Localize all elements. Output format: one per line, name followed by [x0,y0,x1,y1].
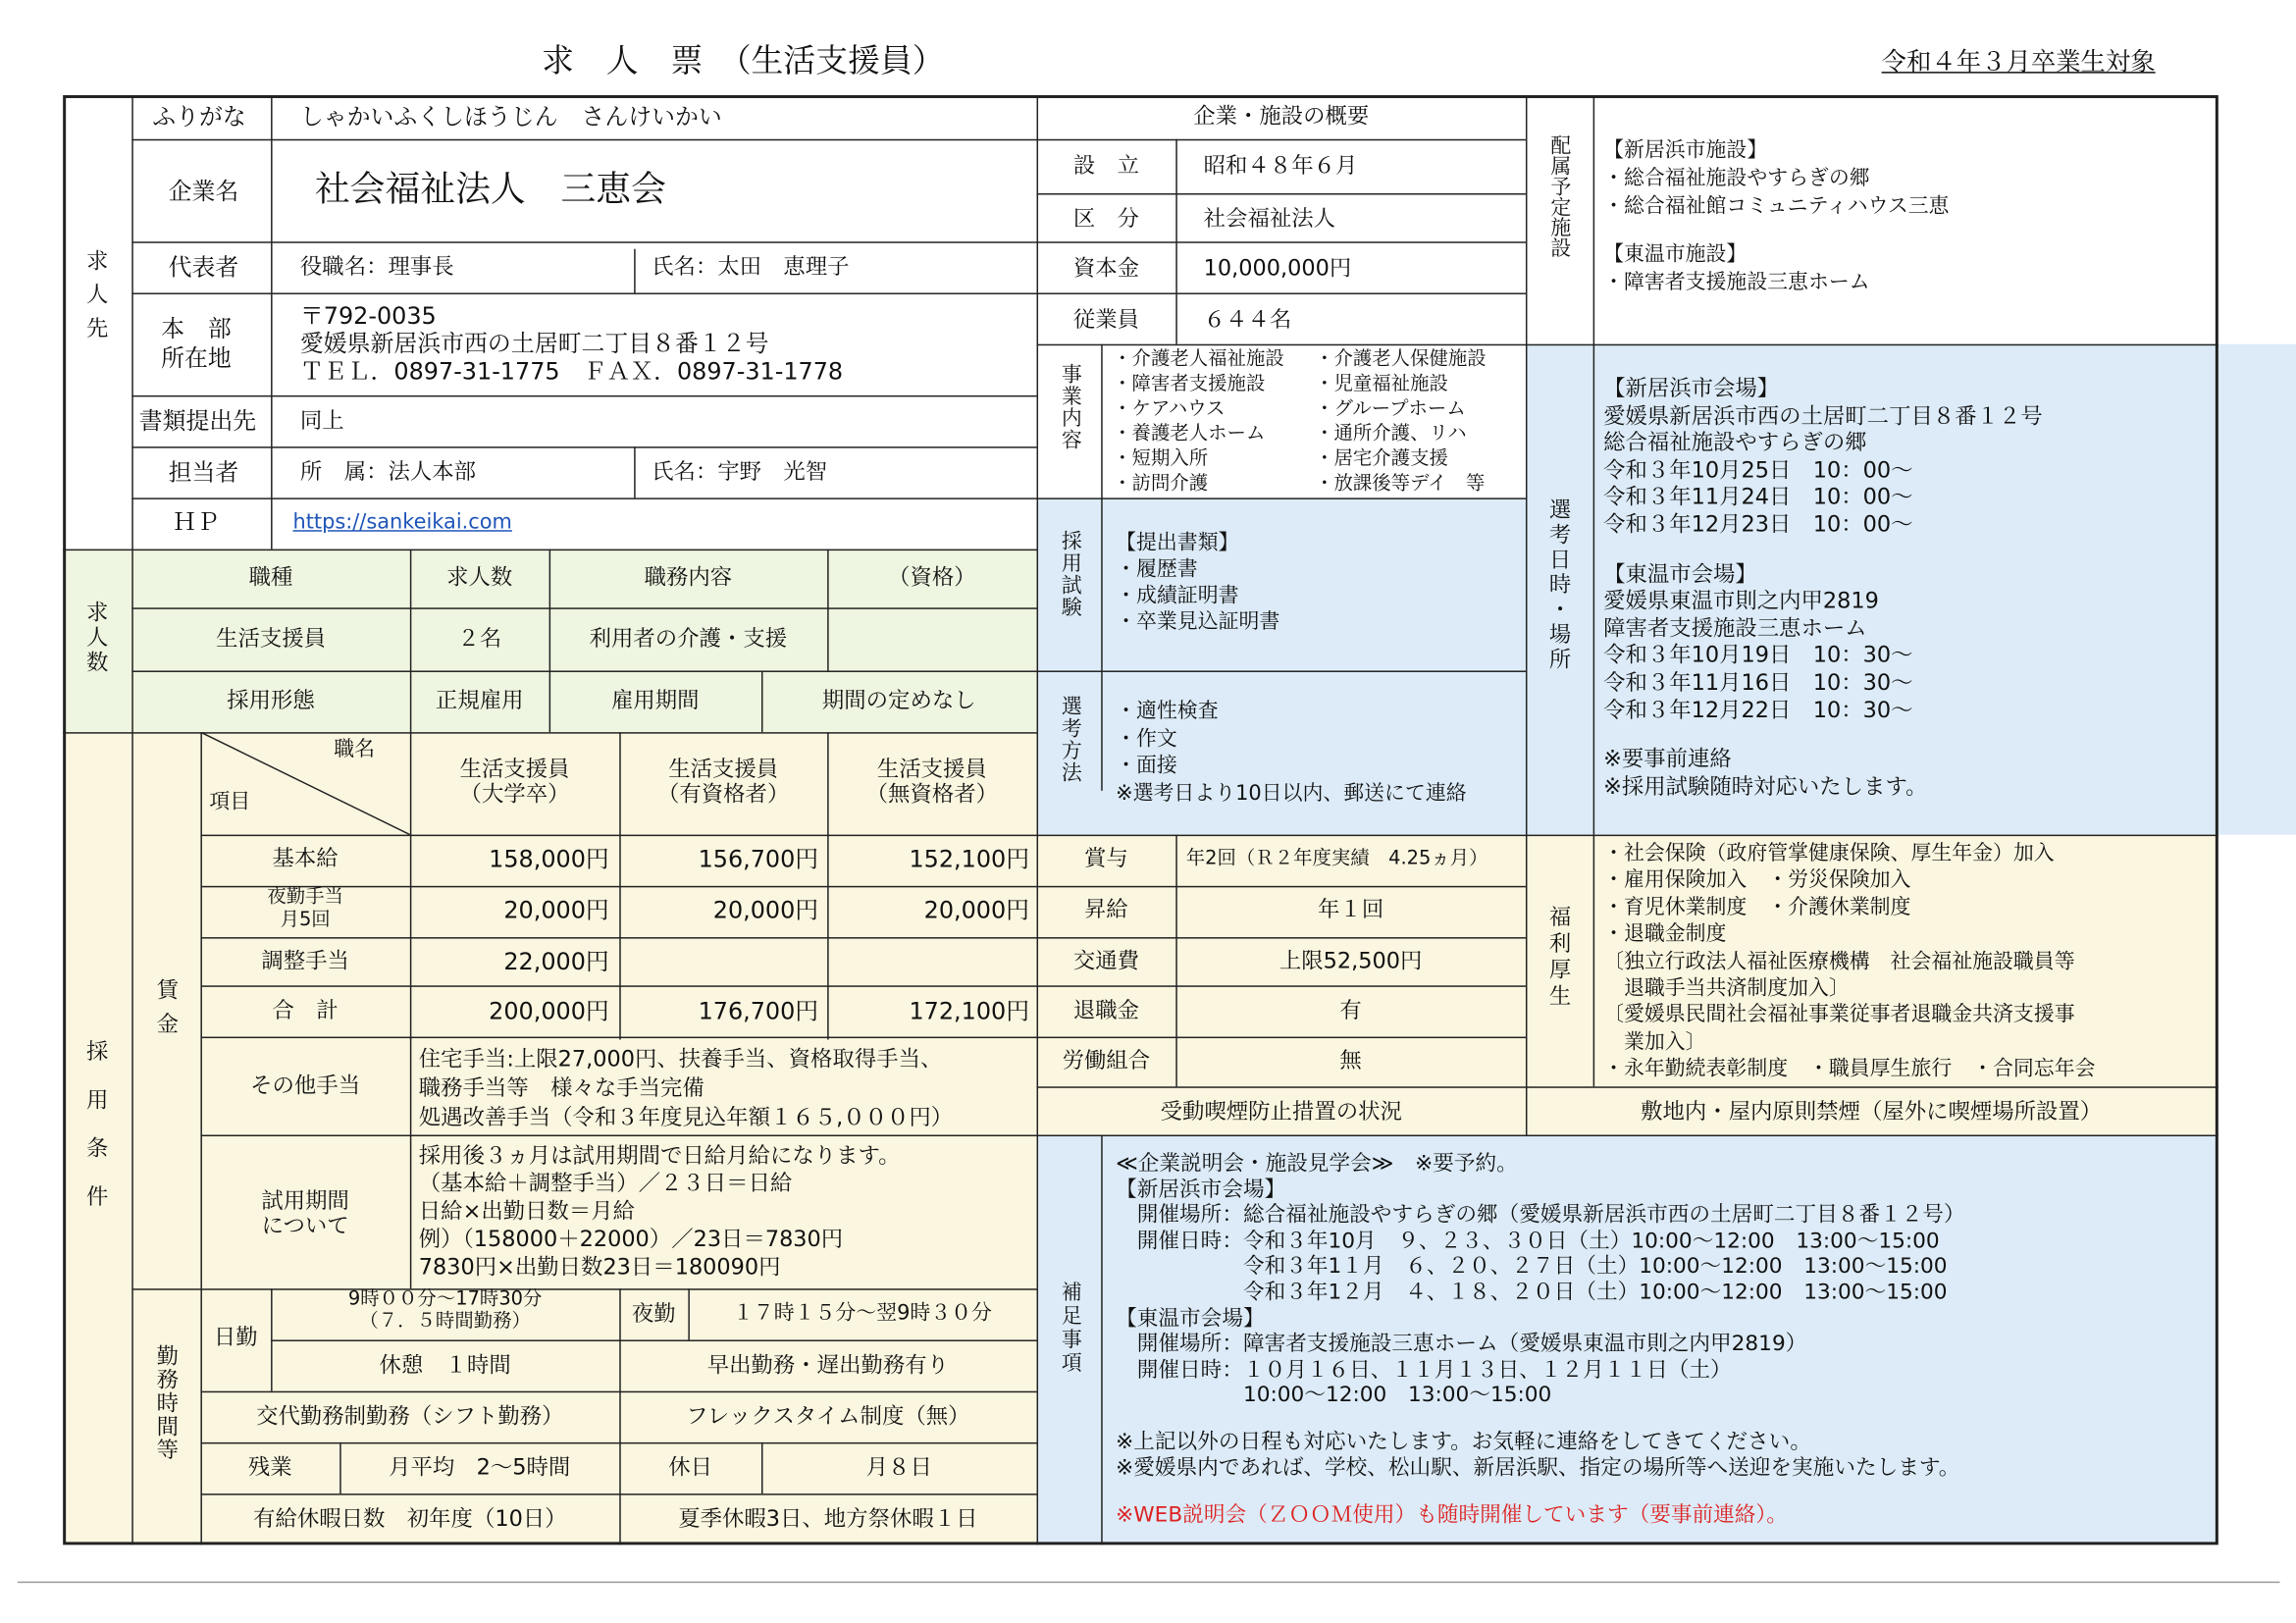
assignment-label: 配属予定施設 [1547,134,1572,258]
wage-row-label: 調整手当 [261,947,349,974]
schedule-line: 障害者支援施設三恵ホーム [1603,614,1867,642]
night-shift-time: １７時１５分～翌9時３０分 [732,1301,992,1326]
welfare-line: ・育児休業制度 ・介護休業制度 [1603,896,1911,919]
hq-postal: 〒792-0035 [299,301,437,330]
hq-tel-fax: ＴＥＬ．0897-31-1775 ＦＡＸ．0897-31-1778 [299,357,844,386]
company-name-label: 企業名 [168,177,239,205]
transport-value: 上限52,500円 [1278,947,1423,974]
schedule-line: 令和３年10月25日 10：00～ [1603,456,1913,484]
retirement-value: 有 [1339,997,1362,1024]
schedule-line [1603,539,2043,560]
supplement-line: 開催場所：障害者支援施設三恵ホーム（愛媛県東温市則之内甲2819） [1116,1333,1807,1357]
target-graduates: 令和４年３月卒業生対象 [1881,48,2156,79]
trial-line: 採用後３ヵ月は試用期間で日給月給になります。 [418,1141,901,1169]
contact-dept: 所 属：法人本部 [299,458,477,485]
wage-row-label: 夜勤手当 月5回 [267,885,343,932]
capital-label: 資本金 [1072,254,1140,282]
business-item: ・居宅介護支援 [1315,447,1448,471]
recruit-test-list [1116,530,1279,635]
union-value: 無 [1339,1046,1362,1073]
schedule-line: 令和３年11月24日 10：00～ [1603,484,1913,510]
schedule-line: 【新居浜市会場】 [1603,375,1780,401]
schedule-line: 令和３年11月16日 10：30～ [1603,668,1913,696]
hp-label: ＨＰ [173,507,220,537]
shift-system: 交代勤務制勤務（シフト勤務） [256,1402,564,1430]
raise-value: 年１回 [1318,896,1384,923]
col-qual: （資格） [888,563,976,591]
wage-cell: 158,000円 [489,845,609,873]
business-item: ・養護老人ホーム [1113,423,1266,445]
contact-label: 担当者 [168,458,239,487]
paid-leave: 有給休暇日数 初年度（10日） [253,1505,567,1532]
form-label: 採用形態 [227,686,315,713]
established-value: 昭和４８年６月 [1203,152,1358,180]
business-item: ・児童福祉施設 [1315,373,1448,395]
docs-value: 同上 [299,406,344,434]
business-item: ・通所介護、リハ [1315,423,1467,445]
method-line: ・面接 [1116,754,1177,778]
hq-label-1: 本 部 [161,314,232,343]
schedule-line: ※要事前連絡 [1603,745,1732,772]
docs-label: 書類提出先 [138,406,257,436]
wage-cell: 20,000円 [712,896,819,924]
selection-method-list [1116,699,1466,807]
transport-label: 交通費 [1072,947,1140,974]
supplement-line: ※愛媛県内であれば、学校、松山駅、新居浜駅、指定の場所等へ送迎を実施いたします。 [1116,1456,1960,1481]
trial-line: 例）（158000＋22000）／23日＝7830円 [418,1226,844,1252]
assignment-line: 【新居浜市施設】 [1603,138,1768,163]
recruit-line: ・成績証明書 [1116,584,1239,608]
method-line: ・作文 [1116,726,1177,751]
assignment-line: ・総合福祉館コミュニティハウス三恵 [1603,194,1950,219]
wage-cell: 20,000円 [923,896,1030,924]
recruit-test-label: 採用試験 [1058,530,1082,618]
assignment-line [1603,221,1949,241]
recruit-line: 【提出書類】 [1116,531,1239,555]
category-value: 社会福祉法人 [1203,204,1336,232]
category-label: 区 分 [1072,204,1140,232]
wage-cell: 156,700円 [698,845,819,873]
diag-job-label: 職名 [334,738,376,761]
welfare-line: 〔愛媛県民間社会福祉事業従事者退職金共済支援事 [1603,1003,2075,1027]
recruit-line: ・履歴書 [1116,557,1198,582]
schedule-line: 令和３年12月23日 10：00～ [1603,510,1913,538]
supplement-line: 【東温市会場】 [1116,1306,1265,1331]
smoking-label: 受動喫煙防止措置の状況 [1160,1098,1402,1126]
business-item: ・放課後等デイ 等 [1315,473,1486,496]
business-list-left [1113,347,1284,497]
other-allowance-list [419,1044,953,1132]
trial-line: 7830円×出勤日数23日＝180090円 [418,1253,781,1281]
hq-address: 愛媛県新居浜市西の土居町二丁目８番１２号 [299,329,769,358]
schedule-line [1603,723,2043,745]
raise-label: 昇給 [1084,896,1128,923]
col-job: 職種 [248,563,293,591]
period-label: 雇用期間 [611,686,700,713]
welfare-line: 業加入〕 [1603,1030,1706,1055]
wage-cell: 22,000円 [503,947,609,975]
wage-cell: 20,000円 [503,896,609,924]
period-value: 期間の定めなし [821,686,976,713]
col-duty: 職務内容 [644,563,733,591]
employees-value: ６４４名 [1203,305,1292,333]
schedule-line: 愛媛県東温市則之内甲2819 [1603,587,1879,614]
supplement-line: 令和３年1１月 ６、２０、２７日（土）10:00～12:00 13:00～15:00 [1116,1255,1948,1280]
selection-schedule-label: 選考日時・場所 [1545,497,1573,672]
rep-name: 氏名：太田 恵理子 [652,253,850,281]
welfare-line: ・永年勤続表彰制度 ・職員厚生旅行 ・合同忘年会 [1603,1057,2096,1081]
capital-value: 10,000,000円 [1203,254,1352,282]
holiday-value: 月８日 [865,1453,932,1481]
supplement-list [1116,1152,1965,1483]
business-item: ・障害者支援施設 [1113,373,1266,395]
trial-line: （基本給＋調整手当）／２３日＝日給 [418,1170,793,1197]
day-shift-label: 日勤 [213,1324,258,1350]
welfare-line: 退職手当共済制度加入〕 [1603,976,1850,1001]
overtime-value: 月平均 2～5時間 [389,1453,571,1481]
trial-period-list [419,1142,901,1282]
col-count: 求人数 [446,563,513,591]
hq-label-2: 所在地 [161,343,232,373]
supplement-line: 令和３年1２月 ４、１８、２０日（土）10:00～12:00 13:00～15:00 [1116,1281,1948,1305]
wage-col-2: 生活支援員 （有資格者） [657,756,790,808]
rep-title: 役職名：理事長 [299,253,454,281]
night-shift-label: 夜勤 [631,1300,676,1328]
rep-label: 代表者 [168,253,239,282]
section-kyujinsaki: 求人先 [83,248,110,350]
welfare-line: 〔独立行政法人福祉医療機構 社会福祉施設職員等 [1603,949,2075,973]
business-item: ・介護老人福祉施設 [1113,348,1284,371]
other-allowance-line: 職務手当等 様々な手当完備 [418,1074,704,1102]
day-shift-time: 9時００分～17時30分 （７．５時間勤務） [347,1288,543,1333]
flex-system: フレックスタイム制度（無） [686,1402,970,1430]
overtime-label: 残業 [247,1453,292,1481]
schedule-line: 【東温市会場】 [1603,559,1757,587]
business-item: ・グループホーム [1315,397,1466,421]
supplement-line [1116,1410,1965,1432]
assignment-line: ・総合福祉施設やすらぎの郷 [1603,167,1870,190]
method-line: ・適性検査 [1116,700,1219,724]
summer-leave: 夏季休暇3日、地方祭休暇１日 [678,1505,978,1532]
early-late-shift: 早出勤務・遅出勤務有り [706,1351,950,1379]
established-label: 設 立 [1072,152,1140,180]
section-kyujinsu: 求人数 [83,600,110,675]
schedule-line: ※採用試験随時対応いたします。 [1603,772,1928,800]
bonus-value: 年2回（Ｒ２年度実績 4.25ヵ月） [1185,848,1488,870]
supplement-line: 開催日時：令和３年10月 ９、２３、３０日（土）10:00～12:00 13:00～15:00 [1116,1230,1940,1254]
count-value: ２名 [457,625,502,653]
schedule-line: 令和３年10月19日 10：30～ [1603,642,1913,669]
trial-line: 日給×出勤日数＝月給 [418,1197,636,1225]
selection-method-label: 選考方法 [1058,695,1082,784]
company-name: 社会福祉法人 三恵会 [314,168,666,210]
recruit-line: ・卒業見込証明書 [1116,610,1280,635]
business-item: ・訪問介護 [1113,473,1209,496]
union-label: 労働組合 [1062,1046,1151,1073]
supplement-line: ≪企業説明会・施設見学会≫ ※要予約。 [1116,1152,1518,1177]
wage-cell: 172,100円 [909,997,1030,1025]
duty-value: 利用者の介護・支援 [589,625,788,653]
form-value: 正規雇用 [435,686,524,713]
supplement-line: 10:00～12:00 13:00～15:00 [1116,1384,1552,1408]
wage-col-3: 生活支援員 （無資格者） [865,756,999,808]
section-chingin: 賃金 [153,977,181,1046]
welfare-line: ・雇用保険加入 ・労災保険加入 [1603,868,1911,893]
bonus-label: 賞与 [1084,845,1128,871]
contact-name: 氏名：宇野 光智 [652,458,828,485]
supplement-label: 補足事項 [1058,1281,1082,1376]
business-item: ・介護老人保健施設 [1315,348,1487,371]
wage-row-label: 基本給 [272,845,339,871]
supplement-line: 【新居浜市会場】 [1116,1178,1286,1202]
wage-cell: 176,700円 [698,997,819,1025]
section-saiyo: 採用条件 [83,1039,110,1233]
welfare-line: ・社会保険（政府管掌健康保険、厚生年金）加入 [1603,842,2055,865]
supplement-line: 開催日時：１０月１６日、１１月１３日、１２月１１日（土） [1116,1358,1732,1383]
supplement-line: ※上記以外の日程も対応いたします。お気軽に連絡をしてきてください。 [1116,1431,1811,1455]
schedule-line: 総合福祉施設やすらぎの郷 [1603,429,1867,456]
other-allowance-label: その他手当 [250,1072,361,1099]
furigana-value: しゃかいふくしほうじん さんけいかい [299,102,722,131]
welfare-line: ・退職金制度 [1603,922,1727,947]
trial-label: 試用期間 について [261,1187,349,1239]
business-label: 事業内容 [1058,363,1082,451]
diag-item-label: 項目 [209,790,251,814]
schedule-line: 令和３年12月22日 10：30～ [1603,696,1913,723]
break-time: 休憩 １時間 [379,1351,511,1379]
business-item: ・短期入所 [1113,447,1209,471]
schedule-line: 愛媛県新居浜市西の土居町二丁目８番１２号 [1603,401,2043,429]
business-list-right [1315,347,1487,497]
homepage-link[interactable]: https://sankeikai.com [292,510,512,535]
supplement-line: 開催場所：総合福祉施設やすらぎの郷（愛媛県新居浜市西の土居町二丁目８番１２号） [1116,1203,1965,1228]
holiday-label: 休日 [668,1453,713,1481]
furigana-label: ふりがな [152,102,246,131]
sheet-title: 求 人 票 （生活支援員） [542,43,945,81]
employees-label: 従業員 [1072,305,1140,333]
welfare-list [1603,841,2095,1083]
diagonal-header-line [200,732,409,834]
assignment-list [1603,137,1949,297]
web-briefing-note: ※WEB説明会（ＺＯＯＭ使用）も随時開催しています（要事前連絡）。 [1116,1503,1788,1528]
method-line: ※選考日より10日以内、郵送にて連絡 [1116,781,1467,806]
overview-header: 企業・施設の概要 [1193,102,1370,130]
wage-cell: 152,100円 [909,845,1030,873]
welfare-label: 福利厚生 [1545,905,1573,1011]
business-item: ・ケアハウス [1113,397,1226,421]
selection-schedule-list [1603,375,2043,800]
wage-cell: 200,000円 [489,997,609,1025]
job-value: 生活支援員 [216,625,327,653]
section-kinmu: 勤務時間等 [153,1343,181,1462]
smoking-value: 敷地内・屋内原則禁煙（屋外に喫煙場所設置） [1641,1098,2103,1126]
assignment-line: ・障害者支援施設三恵ホーム [1603,271,1870,294]
retirement-label: 退職金 [1072,997,1140,1024]
wage-row-label: 合 計 [272,997,339,1024]
assignment-line: 【東温市施設】 [1603,242,1748,267]
other-allowance-line: 処遇改善手当（令和３年度見込年額１６５,０００円） [418,1104,954,1131]
wage-col-1: 生活支援員 （大学卒） [459,756,570,808]
other-allowance-line: 住宅手当:上限27,000円、扶養手当、資格取得手当、 [418,1045,943,1073]
